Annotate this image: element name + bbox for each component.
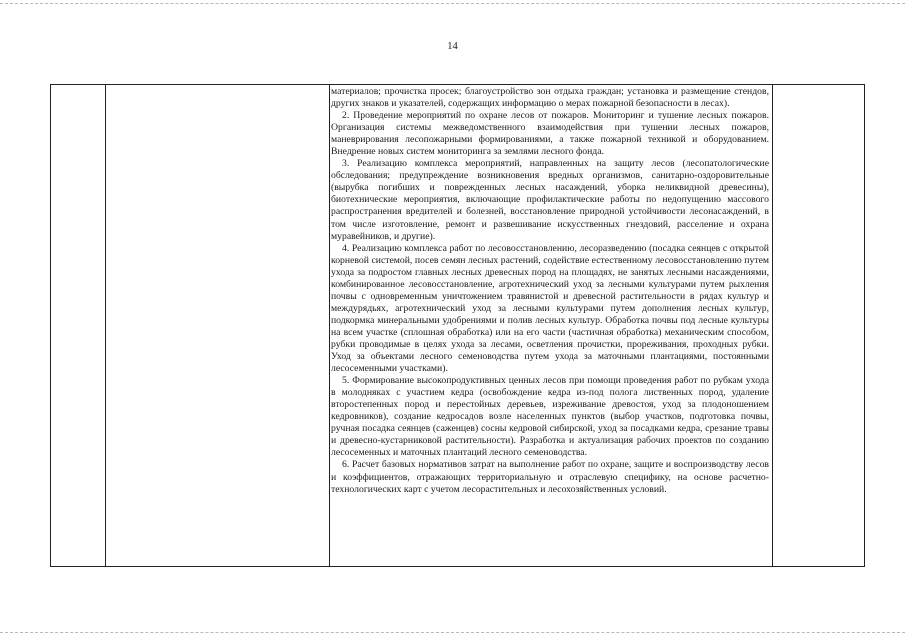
- column-divider-1: [105, 85, 106, 566]
- scan-edge-top: [0, 3, 905, 4]
- column-divider-3: [772, 85, 773, 566]
- paragraph-forest-protection: 3. Реализацию комплекса мероприятий, направленных на защиту лесов (лесопатологические обследования; предупреждение возникновения вредных организмов, санитарно-оздоровительные (вырубка погибших и поврежденных лесных насаждений, уборка неликвидной древесины), биотехнические мероприятия, включающие профилактические работы по недопущению массового распространения вредителей и болезней, восстановление природной устойчивости лесонасаждений, в том числе изготовление, ремонт и развешивание искусственных гнездовий, расселение и охрана муравейников, и другие).: [331, 158, 769, 242]
- paragraph-cedar-forests: 5. Формирование высокопродуктивных ценных лесов при помощи проведения работ по рубкам ухода в молодняках с участием кедра (освобождение кедра из-под полога лиственных пород, удаление второстепенных пород и перестойных деревьев, изреживание древостоя, уход за плодоношением кедровников), создание кедросадов возле населенных пунктов (выбор участков, подготовка почвы, ручная посадка сеянцев (саженцев) сосны кедровой сибирской, уход за посадками кедра, срезание травы и древесно-кустарниковой растительности). Разработка и актуализация рабочих проектов по созданию лесосеменных и маточных плантаций лесного семеноводства.: [331, 375, 769, 459]
- table-frame: [50, 84, 865, 567]
- column-divider-2: [329, 85, 330, 566]
- paragraph-continuation: материалов; прочистка просек; благоустройство зон отдыха граждан; установка и размещение стендов, других знаков и указателей, содержащих информацию о мерах пожарной безопасности в лесах).: [331, 86, 769, 110]
- scan-edge-bottom: [0, 632, 905, 633]
- paragraph-fire-protection: 2. Проведение мероприятий по охране лесов от пожаров. Мониторинг и тушение лесных пожаров. Организация системы межведомственного взаимодействия при тушении лесных пожаров, маневрирования лесопожарными формированиями, а также пожарной техникой и оборудованием. Внедрение новых систем мониторинга за землями лесного фонда.: [331, 110, 769, 158]
- paragraph-reforestation: 4. Реализацию комплекса работ по лесовосстановлению, лесоразведению (посадка сеянцев с открытой корневой системой, посев семян лесных растений, содействие естественному лесовосстановлению путем ухода за подростом главных лесных древесных пород на площадях, не занятых лесными насаждениями, комбинированное лесовосстановление, агротехнический уход за лесными культурами путем рыхления почвы с одновременным уничтожением травянистой и древесной растительности в рядах культур и междурядьях, агротехнический уход за лесными культурами путем дополнения лесных культур, подкормка минеральными удобрениями и полив лесных культур. Обработка почвы под лесные культуры на всем участке (сплошная обработка) или на его части (частичная обработка) механическим способом, рубки проводимые в целях ухода за лесами, осветления прочистки, прореживания, проходных рубки. Уход за объектами лесного семеноводства путем ухода за маточными плантациями, постоянными лесосеменными участками).: [331, 242, 769, 375]
- page-number: 14: [447, 41, 458, 52]
- paragraph-cost-standards: 6. Расчет базовых нормативов затрат на выполнение работ по охране, защите и воспроизводству лесов и коэффициентов, отражающих территориальную и отраслевую специфику, на основе расчетно-технологических карт с учетом лесорастительных и лесохозяйственных условий.: [331, 459, 769, 495]
- activities-description-cell: [331, 86, 769, 496]
